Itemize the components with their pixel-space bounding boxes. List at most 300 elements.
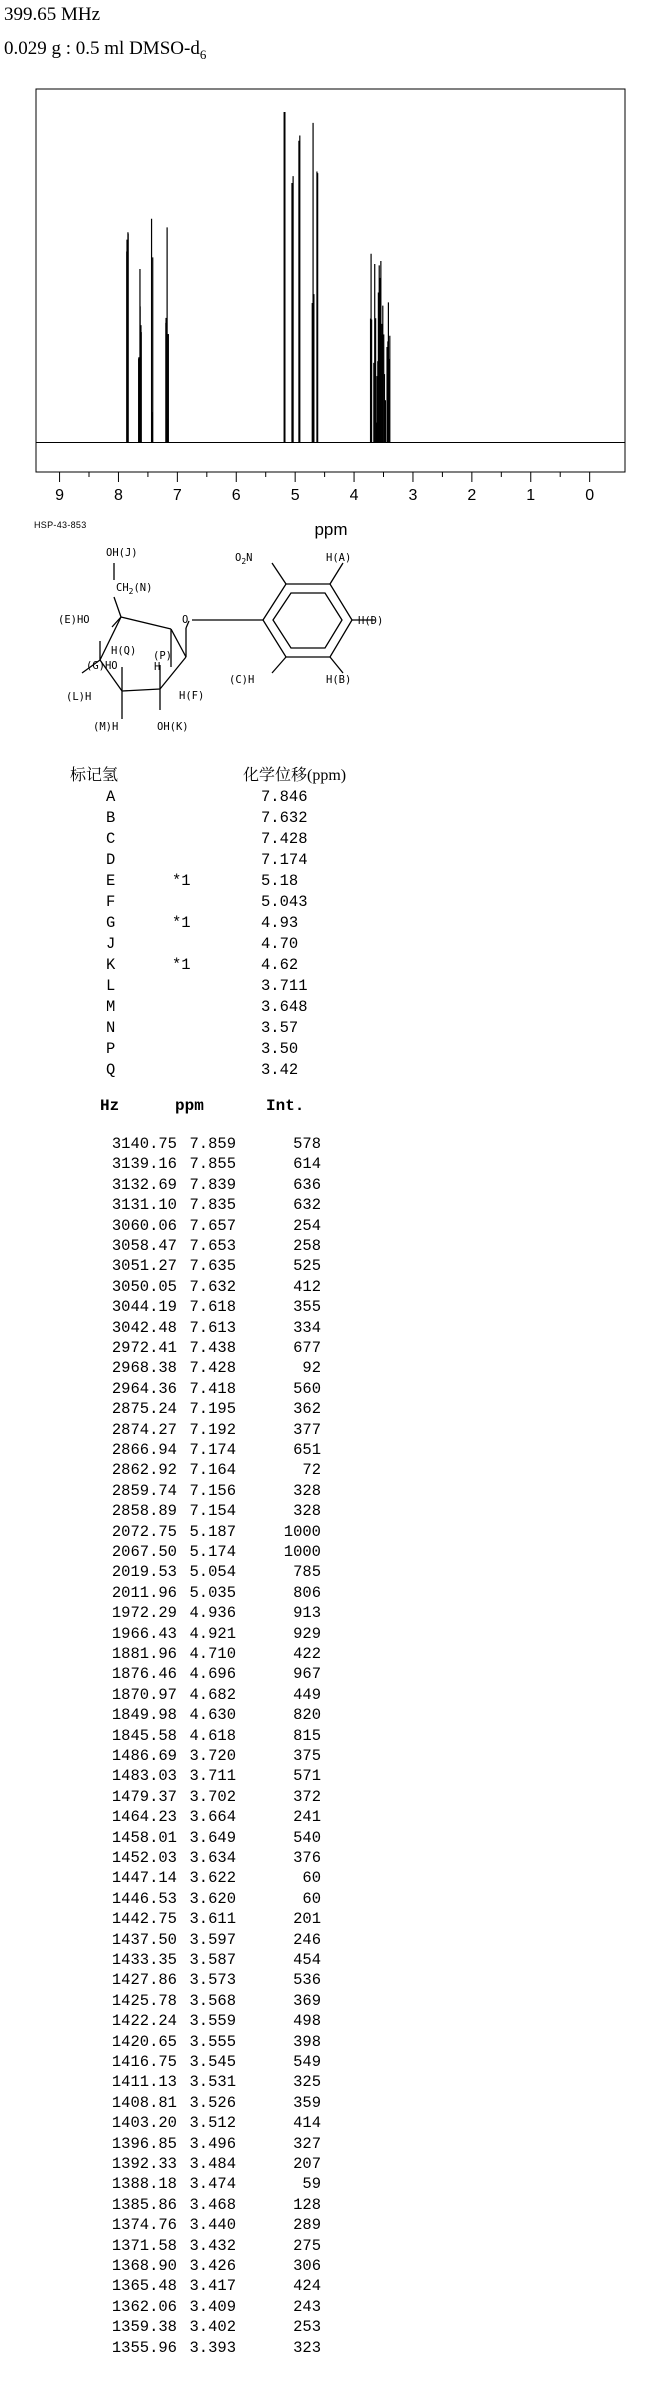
peak-ppm: 5.174 xyxy=(189,1543,236,1561)
peak-row xyxy=(0,1808,652,1827)
peak-intensity: 536 xyxy=(293,1971,321,1990)
x-tick-label: 6 xyxy=(231,487,241,504)
peak-hz: 1483.03 xyxy=(111,1767,177,1786)
peak-row xyxy=(0,1359,652,1378)
peak-intensity: 412 xyxy=(293,1277,321,1296)
label-ho-e: (E)HO xyxy=(58,614,90,626)
label-h-c: (C)H xyxy=(229,674,255,686)
assignment-label: B xyxy=(106,809,116,827)
peak-row xyxy=(0,2094,652,2113)
peak-hz: 1374.76 xyxy=(111,2216,177,2235)
peak-hz: 3050.05 xyxy=(111,1277,177,1296)
label-ch2-n xyxy=(116,582,152,596)
peak-hz: 1355.96 xyxy=(111,2338,177,2357)
peak-intensity: 424 xyxy=(293,2277,321,2296)
assignment-label: M xyxy=(106,998,116,1016)
peak-hz: 1385.86 xyxy=(111,2195,177,2214)
peak-intensity: 243 xyxy=(293,2297,321,2316)
assignment-row xyxy=(0,892,652,913)
assignment-row xyxy=(0,976,652,997)
assignment-shift: 3.711 xyxy=(261,977,308,995)
peak-ppm: 3.440 xyxy=(189,2216,236,2235)
peak-ppm: 3.474 xyxy=(189,2175,236,2194)
peak-intensity: 128 xyxy=(293,2195,321,2214)
peak-ppm: 5.035 xyxy=(189,1583,236,1602)
peak-ppm: 3.597 xyxy=(189,1930,236,1949)
label-h-a: H(A) xyxy=(326,552,352,564)
peak-intensity: 785 xyxy=(293,1563,321,1582)
peak-hz: 3140.75 xyxy=(111,1135,177,1153)
peak-ppm: 7.859 xyxy=(189,1135,236,1153)
peak-intensity: 60 xyxy=(302,1889,321,1908)
assignment-row xyxy=(0,1039,652,1060)
peak-row xyxy=(0,1931,652,1950)
peak-row xyxy=(0,1992,652,2011)
peak-hz: 1447.14 xyxy=(111,1869,177,1888)
x-tick-label: 5 xyxy=(290,487,300,504)
peak-hz: 1427.86 xyxy=(111,1971,177,1990)
assignment-row xyxy=(0,955,652,976)
peak-row xyxy=(0,1829,652,1848)
assignment-col-label: 标记氢 xyxy=(70,767,119,784)
peak-ppm: 7.835 xyxy=(189,1196,236,1215)
peak-hz: 1433.35 xyxy=(111,1951,177,1969)
peak-hz: 1420.65 xyxy=(111,2032,177,2051)
peak-hz: 2866.94 xyxy=(111,1441,177,1459)
peak-row xyxy=(0,1543,652,1562)
peak-intensity: 334 xyxy=(293,1318,321,1337)
peak-ppm: 3.649 xyxy=(189,1828,236,1847)
label-p: (P) xyxy=(153,650,172,662)
peak-ppm: 3.559 xyxy=(189,2012,236,2031)
peak-hz: 3060.06 xyxy=(111,1216,177,1235)
peak-hz: 1359.38 xyxy=(111,2318,177,2337)
peak-ppm: 3.417 xyxy=(189,2277,236,2296)
peak-row xyxy=(0,1441,652,1460)
label-h-b: H(B) xyxy=(326,674,352,686)
assignment-note: *1 xyxy=(172,956,191,974)
peak-hz: 1408.81 xyxy=(111,2093,177,2112)
ch2-subscript: 2 xyxy=(128,587,134,596)
peak-ppm: 3.620 xyxy=(189,1889,236,1908)
spectrometer-frequency: 399.65 MHz xyxy=(4,4,101,25)
peak-ppm: 3.587 xyxy=(189,1951,236,1969)
peak-intensity: 677 xyxy=(293,1339,321,1357)
peak-intensity: 651 xyxy=(293,1441,321,1459)
peak-intensity: 454 xyxy=(293,1951,321,1969)
peak-row xyxy=(0,1278,652,1297)
x-tick-label: 7 xyxy=(172,487,182,504)
peak-ppm: 3.711 xyxy=(189,1767,236,1786)
sample-concentration-text: 0.029 g : 0.5 ml DMSO-d xyxy=(4,38,200,59)
peak-row xyxy=(0,1257,652,1276)
peak-intensity: 1000 xyxy=(283,1522,321,1541)
peak-intensity: 372 xyxy=(293,1787,321,1806)
assignment-row xyxy=(0,850,652,871)
peak-ppm: 3.622 xyxy=(189,1869,236,1888)
peak-hz: 1411.13 xyxy=(111,2073,177,2092)
x-tick-label: 8 xyxy=(114,487,123,504)
peak-ppm: 3.545 xyxy=(189,2053,236,2071)
peak-ppm: 7.192 xyxy=(189,1420,236,1439)
peak-hz: 1403.20 xyxy=(111,2114,177,2133)
assignment-shift: 5.043 xyxy=(261,893,308,911)
peak-ppm: 7.613 xyxy=(189,1318,236,1337)
label-oh-k: OH(K) xyxy=(157,721,189,733)
peak-ppm: 7.438 xyxy=(189,1339,236,1357)
peak-row xyxy=(0,1849,652,1868)
peak-row xyxy=(0,1523,652,1542)
peak-row xyxy=(0,2135,652,2154)
no2-n: N xyxy=(246,552,253,564)
peak-hz: 1388.18 xyxy=(111,2175,177,2194)
peak-row xyxy=(0,1155,652,1174)
peak-row xyxy=(0,2237,652,2256)
peak-row xyxy=(0,1502,652,1521)
peak-row xyxy=(0,1971,652,1990)
spectrum-id: HSP-43-853 xyxy=(34,520,87,530)
label-h-m: (M)H xyxy=(93,721,119,733)
peak-hz: 1422.24 xyxy=(111,2012,177,2031)
peak-row xyxy=(0,2073,652,2092)
peak-ppm: 3.611 xyxy=(189,1910,236,1929)
peak-hz: 3044.19 xyxy=(111,1298,177,1317)
peak-row xyxy=(0,1421,652,1440)
peak-ppm: 3.432 xyxy=(189,2236,236,2255)
peak-hz: 1371.58 xyxy=(111,2236,177,2255)
assignment-label: J xyxy=(106,935,116,953)
no2-subscript: 2 xyxy=(241,557,247,566)
label-ring-o: O xyxy=(182,614,189,626)
peak-row xyxy=(0,2012,652,2031)
peak-intensity: 207 xyxy=(293,2155,321,2173)
peak-intensity: 815 xyxy=(293,1726,321,1745)
peak-hz: 1881.96 xyxy=(111,1645,177,1663)
assignment-row xyxy=(0,997,652,1018)
peak-intensity: 72 xyxy=(302,1461,321,1480)
structure-labels xyxy=(58,547,383,733)
peak-row xyxy=(0,1686,652,1705)
peak-hz: 1396.85 xyxy=(111,2134,177,2153)
assignment-col-shift: 化学位移(ppm) xyxy=(243,767,347,784)
peak-intensity: 571 xyxy=(293,1767,321,1786)
no2-o: O xyxy=(235,552,242,564)
peak-ppm: 3.573 xyxy=(189,1971,236,1990)
peak-intensity: 449 xyxy=(293,1685,321,1704)
label-g-ho: (G)HO xyxy=(86,660,118,672)
peak-row xyxy=(0,2298,652,2317)
peak-row xyxy=(0,1747,652,1766)
peak-hz: 1486.69 xyxy=(111,1747,177,1765)
peak-ppm: 3.702 xyxy=(189,1787,236,1806)
assignment-shift: 7.174 xyxy=(261,851,308,869)
peak-hz: 2067.50 xyxy=(111,1543,177,1561)
peak-row xyxy=(0,1176,652,1195)
peak-ppm: 7.195 xyxy=(189,1400,236,1419)
peak-intensity: 376 xyxy=(293,1849,321,1867)
peak-col-hz: Hz xyxy=(100,1097,120,1115)
peak-row xyxy=(0,2155,652,2174)
peak-ppm: 3.393 xyxy=(189,2338,236,2357)
peak-col-int: Int. xyxy=(266,1097,305,1115)
peak-ppm: 7.154 xyxy=(189,1502,236,1521)
assignment-label: D xyxy=(106,851,116,869)
peak-ppm: 3.720 xyxy=(189,1747,236,1765)
peak-intensity: 525 xyxy=(293,1257,321,1276)
assignment-label: Q xyxy=(106,1061,116,1079)
peak-row xyxy=(0,1767,652,1786)
peak-row xyxy=(0,1604,652,1623)
assignment-shift: 4.62 xyxy=(261,956,299,974)
x-axis-label: ppm xyxy=(314,520,348,539)
peak-row xyxy=(0,1645,652,1664)
peak-row xyxy=(0,1563,652,1582)
peak-intensity: 422 xyxy=(293,1645,321,1663)
peak-intensity: 306 xyxy=(293,2257,321,2275)
peak-row xyxy=(0,1788,652,1807)
peak-ppm: 4.936 xyxy=(189,1604,236,1623)
peak-ppm: 3.555 xyxy=(189,2032,236,2051)
peak-hz: 1446.53 xyxy=(111,1889,177,1908)
ch2-tail: (N) xyxy=(133,582,153,594)
assignment-shift: 7.846 xyxy=(261,788,308,806)
peak-hz: 2019.53 xyxy=(111,1563,177,1582)
peak-ppm: 4.921 xyxy=(189,1624,236,1643)
assignment-label: G xyxy=(106,914,116,932)
peak-hz: 1452.03 xyxy=(111,1849,177,1867)
label-oh-j: OH(J) xyxy=(106,547,138,559)
peak-hz: 1479.37 xyxy=(111,1787,177,1806)
peak-row xyxy=(0,1217,652,1236)
peak-hz: 3139.16 xyxy=(111,1155,177,1174)
peak-hz: 1849.98 xyxy=(111,1706,177,1725)
assignment-label: P xyxy=(106,1040,116,1058)
peak-hz: 1442.75 xyxy=(111,1910,177,1929)
assignment-label: C xyxy=(106,830,116,848)
peak-intensity: 289 xyxy=(293,2216,321,2235)
peak-hz: 2862.92 xyxy=(111,1461,177,1480)
peak-intensity: 258 xyxy=(293,1237,321,1255)
peak-ppm: 5.187 xyxy=(189,1522,236,1541)
peak-ppm: 4.682 xyxy=(189,1685,236,1704)
peak-intensity: 328 xyxy=(293,1502,321,1521)
peak-hz: 2859.74 xyxy=(111,1481,177,1500)
peak-hz: 2968.38 xyxy=(111,1359,177,1378)
assignment-label: F xyxy=(106,893,116,911)
peak-intensity: 1000 xyxy=(283,1543,321,1561)
peak-ppm: 7.164 xyxy=(189,1461,236,1480)
peak-row xyxy=(0,1951,652,1970)
peak-ppm: 7.418 xyxy=(189,1379,236,1398)
assignment-label: E xyxy=(106,872,116,890)
peak-hz: 1876.46 xyxy=(111,1665,177,1684)
peak-intensity: 967 xyxy=(293,1665,321,1684)
assignment-row xyxy=(0,871,652,892)
peak-hz: 1425.78 xyxy=(111,1991,177,2010)
peak-intensity: 253 xyxy=(293,2318,321,2337)
peak-intensity: 540 xyxy=(293,1828,321,1847)
assignment-row xyxy=(0,808,652,829)
peak-intensity: 549 xyxy=(293,2053,321,2071)
peak-col-ppm: ppm xyxy=(175,1097,204,1115)
peak-hz: 2011.96 xyxy=(111,1583,177,1602)
peak-ppm: 3.664 xyxy=(189,1808,236,1827)
peak-row xyxy=(0,1237,652,1256)
assignment-shift: 3.42 xyxy=(261,1061,299,1079)
peak-intensity: 636 xyxy=(293,1175,321,1194)
solvent-subscript: 6 xyxy=(199,46,207,62)
peak-hz: 3042.48 xyxy=(111,1318,177,1337)
peak-hz: 1966.43 xyxy=(111,1624,177,1643)
assignment-shift: 4.70 xyxy=(261,935,299,953)
assignment-shift: 3.57 xyxy=(261,1019,299,1037)
peak-row xyxy=(0,2175,652,2194)
peak-intensity: 578 xyxy=(293,1135,321,1153)
peak-hz: 1458.01 xyxy=(111,1828,177,1847)
peak-ppm: 7.174 xyxy=(189,1441,236,1459)
peak-intensity: 328 xyxy=(293,1481,321,1500)
peak-ppm: 4.696 xyxy=(189,1665,236,1684)
peak-row xyxy=(0,1135,652,1154)
peak-intensity: 498 xyxy=(293,2012,321,2031)
peak-hz: 3051.27 xyxy=(111,1257,177,1276)
peak-row xyxy=(0,1339,652,1358)
label-h-l: (L)H xyxy=(66,691,92,703)
peak-ppm: 3.402 xyxy=(189,2318,236,2337)
x-tick-label: 3 xyxy=(408,487,418,504)
peak-intensity: 369 xyxy=(293,1991,321,2010)
peak-ppm: 7.156 xyxy=(189,1481,236,1500)
peak-row xyxy=(0,1706,652,1725)
peak-intensity: 60 xyxy=(302,1869,321,1888)
peak-row xyxy=(0,2216,652,2235)
label-h-q: H(Q) xyxy=(111,645,137,657)
peak-row xyxy=(0,2257,652,2276)
peak-ppm: 5.054 xyxy=(189,1563,236,1582)
peak-ppm: 3.484 xyxy=(189,2155,236,2173)
assignment-shift: 7.632 xyxy=(261,809,308,827)
peak-hz: 2964.36 xyxy=(111,1379,177,1398)
peak-row xyxy=(0,1482,652,1501)
peak-intensity: 201 xyxy=(293,1910,321,1929)
peak-intensity: 275 xyxy=(293,2236,321,2255)
peak-row xyxy=(0,1869,652,1888)
peak-intensity: 355 xyxy=(293,1298,321,1317)
peak-hz: 1365.48 xyxy=(111,2277,177,2296)
peak-intensity: 414 xyxy=(293,2114,321,2133)
peak-ppm: 4.618 xyxy=(189,1726,236,1745)
peak-row xyxy=(0,1319,652,1338)
peak-ppm: 3.512 xyxy=(189,2114,236,2133)
peak-hz: 1972.29 xyxy=(111,1604,177,1623)
peak-ppm: 7.428 xyxy=(189,1359,236,1378)
assignment-label: K xyxy=(106,956,116,974)
peak-hz: 1870.97 xyxy=(111,1685,177,1704)
peak-row xyxy=(0,1461,652,1480)
peak-row xyxy=(0,2196,652,2215)
peak-row xyxy=(0,1584,652,1603)
peak-row xyxy=(0,1890,652,1909)
peak-intensity: 398 xyxy=(293,2032,321,2051)
peak-row xyxy=(0,1196,652,1215)
assignment-shift: 3.648 xyxy=(261,998,308,1016)
assignment-row xyxy=(0,829,652,850)
peak-row xyxy=(0,2114,652,2133)
peak-intensity: 806 xyxy=(293,1583,321,1602)
peak-hz: 3132.69 xyxy=(111,1175,177,1194)
peak-ppm: 3.526 xyxy=(189,2093,236,2112)
peak-ppm: 3.409 xyxy=(189,2297,236,2316)
peak-row xyxy=(0,1380,652,1399)
peak-ppm: 3.496 xyxy=(189,2134,236,2153)
peak-hz: 1368.90 xyxy=(111,2257,177,2275)
peak-intensity: 323 xyxy=(293,2338,321,2357)
peak-row xyxy=(0,1298,652,1317)
peak-hz: 1437.50 xyxy=(111,1930,177,1949)
assignment-shift: 7.428 xyxy=(261,830,308,848)
peak-row xyxy=(0,1625,652,1644)
peak-ppm: 7.618 xyxy=(189,1298,236,1317)
label-p-h: H xyxy=(154,661,161,673)
peak-ppm: 3.568 xyxy=(189,1991,236,2010)
assignment-note: *1 xyxy=(172,872,191,890)
peak-hz: 2875.24 xyxy=(111,1400,177,1419)
peak-row xyxy=(0,2339,652,2358)
peak-hz: 2072.75 xyxy=(111,1522,177,1541)
peak-intensity: 254 xyxy=(293,1216,321,1235)
assignment-row xyxy=(0,787,652,808)
peak-intensity: 359 xyxy=(293,2093,321,2112)
peak-intensity: 59 xyxy=(302,2175,321,2194)
label-h-f: H(F) xyxy=(179,690,205,702)
x-tick-label: 4 xyxy=(349,487,359,504)
peak-hz: 2858.89 xyxy=(111,1502,177,1521)
peak-intensity: 327 xyxy=(293,2134,321,2153)
assignment-shift: 3.50 xyxy=(261,1040,299,1058)
peak-ppm: 7.635 xyxy=(189,1257,236,1276)
peak-row xyxy=(0,2033,652,2052)
peak-intensity: 375 xyxy=(293,1747,321,1765)
peak-ppm: 3.531 xyxy=(189,2073,236,2092)
peak-ppm: 3.634 xyxy=(189,1849,236,1867)
peak-hz: 1464.23 xyxy=(111,1808,177,1827)
peak-ppm: 3.468 xyxy=(189,2195,236,2214)
assignment-row xyxy=(0,913,652,934)
peak-hz: 2874.27 xyxy=(111,1420,177,1439)
peak-intensity: 632 xyxy=(293,1196,321,1215)
assignment-label: L xyxy=(106,977,116,995)
peak-intensity: 246 xyxy=(293,1930,321,1949)
x-tick-label: 2 xyxy=(467,487,477,504)
peak-row xyxy=(0,2053,652,2072)
x-tick-label: 0 xyxy=(585,487,595,504)
peak-ppm: 4.630 xyxy=(189,1706,236,1725)
chemical-structure xyxy=(0,0,652,760)
peak-intensity: 820 xyxy=(293,1706,321,1725)
x-tick-label: 9 xyxy=(55,487,65,504)
peak-ppm: 3.426 xyxy=(189,2257,236,2275)
peak-intensity: 614 xyxy=(293,1155,321,1174)
label-no2 xyxy=(235,552,252,566)
peak-intensity: 362 xyxy=(293,1400,321,1419)
peak-hz: 1392.33 xyxy=(111,2155,177,2173)
peak-hz: 1845.58 xyxy=(111,1726,177,1745)
assignment-row xyxy=(0,1060,652,1081)
peak-ppm: 7.653 xyxy=(189,1237,236,1255)
peak-row xyxy=(0,1665,652,1684)
peak-intensity: 92 xyxy=(302,1359,321,1378)
assignment-row xyxy=(0,1018,652,1039)
